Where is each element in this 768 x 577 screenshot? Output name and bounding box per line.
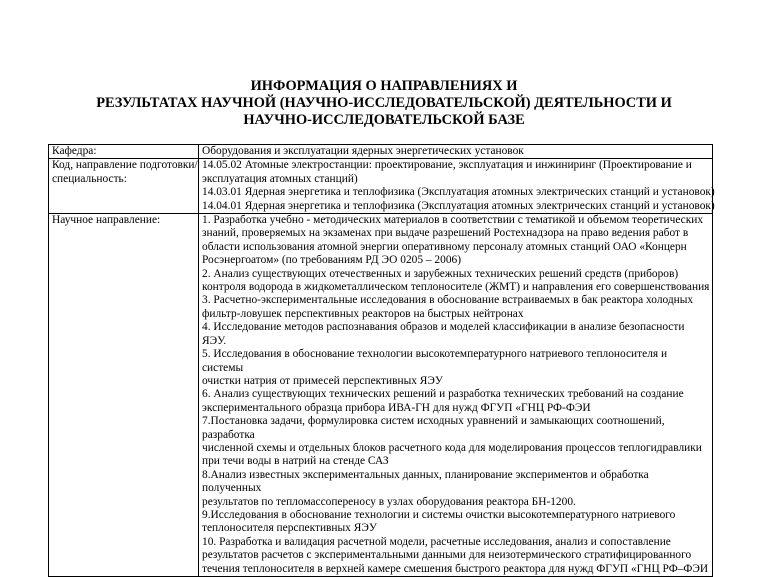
research-direction-line: 10. Разработка и валидация расчетной модели, расчетные исследования, анализ и сопоставление [202,535,671,548]
specialty-line: эксплуатация атомных станций) [202,172,358,185]
document-title [40,78,728,129]
research-direction-line: 4. Исследование методов распознавания образов и моделей классификации в анализе безопасности ЯЭУ. [202,321,685,347]
title-line: ИНФОРМАЦИЯ О НАПРАВЛЕНИЯХ И [250,78,518,94]
research-direction-line: 3. Расчетно-экспериментальные исследования в обоснование встраиваемых в бак реактора холодных [202,294,694,307]
research-direction-line: очистки натрия от примесей перспективных ЯЭУ [202,374,443,387]
research-direction-line: экспериментального образца прибора ИВА-ГН для нужд ФГУП «ГНЦ РФ-ФЭИ [202,401,591,414]
research-direction-line: 2. Анализ существующих отечественных и зарубежных технических решений средств (приборов) [202,267,679,280]
research-direction-line: знаний, проверяемых на экзаменах при выдаче разрешений Ростехнадзора на право ведения работ в [202,227,689,240]
title-line: РЕЗУЛЬТАТАХ НАУЧНОЙ (НАУЧНО-ИССЛЕДОВАТЕЛЬСКОЙ) ДЕЯТЕЛЬНОСТИ И [96,95,672,111]
department-label: Кафедра: [49,145,199,159]
table-row-research-direction [49,214,713,577]
research-direction-line: фильтр-ловушек перспективных реакторов на быстрых нейтронах [202,307,524,320]
research-direction-line: теплоносителя перспективных ЯЭУ [202,522,377,535]
research-direction-line: 5. Исследования в обоснование технологии высокотемпературного натриевого теплоносителя и системы [202,348,668,374]
research-direction-line: 8.Анализ известных экспериментальных данных, планирование экспериментов и обработка полученных [202,468,649,495]
research-direction-line: 1. Разработка учебно - методических материалов в соответствии с тематикой и объемом теоретических [202,214,704,227]
table-row-specialty [49,159,713,214]
research-direction-line: результатов расчетов с экспериментальными данными для неизотермического стратифицированного [202,549,692,562]
research-direction-line: 7.Постановка задачи, формулировка систем исходных уравнений и замыкающих соотношений, разработка [202,415,665,441]
table-row-department [49,145,713,159]
specialty-line: 14.05.02 Атомные электростанции: проектирование, эксплуатация и инжиниринг (Проектирование и [202,159,692,172]
research-direction-line: контроля водорода в жидкометаллическом теплоносителе (ЖМТ) и направления его совершенствования [202,281,710,294]
research-direction-line: численной схемы и отдельных блоков расчетного кода для моделирования процессов теплогидравлики [202,441,702,454]
research-direction-line: результатов по тепломассопереносу в узлах оборудования реактора БН-1200. [202,495,576,508]
specialty-line: 14.04.01 Ядерная энергетика и теплофизика (Эксплуатация атомных электрических станций и установок) [202,199,715,212]
research-direction-line: 6. Анализ существующих технических решений и разработка технических требований на создание [202,388,684,401]
specialty-value [199,159,713,214]
department-value: Оборудования и эксплуатации ядерных энергетических установок [199,145,713,159]
research-direction-line: 9.Исследования в обоснование технологии и системы очистки высокотемпературного натриевого [202,508,676,521]
research-direction-label: Научное направление: [49,214,199,577]
research-direction-line: Росэнергоатом» (по требованиям РД ЭО 0205 – 2006) [202,254,461,267]
specialty-label-line: Код, направление подготовки/ [52,159,198,172]
specialty-label [49,159,199,214]
specialty-line: 14.03.01 Ядерная энергетика и теплофизика (Эксплуатация атомных электрических станций и установок) [202,186,715,199]
research-direction-line: при течи воды в натрий на стенде САЗ [202,455,389,468]
research-direction-value [199,214,713,577]
info-table [48,144,713,577]
specialty-label-line: специальность: [52,172,127,185]
title-line: НАУЧНО-ИССЛЕДОВАТЕЛЬСКОЙ БАЗЕ [243,112,525,128]
research-direction-line: области использования атомной энергии оперативному персоналу атомных станций ОАО «Концерн [202,240,687,253]
research-direction-line: течения теплоносителя в верхней камере смешения быстрого реактора для нужд ФГУП «ГНЦ РФ–ФЭИ [202,562,709,575]
